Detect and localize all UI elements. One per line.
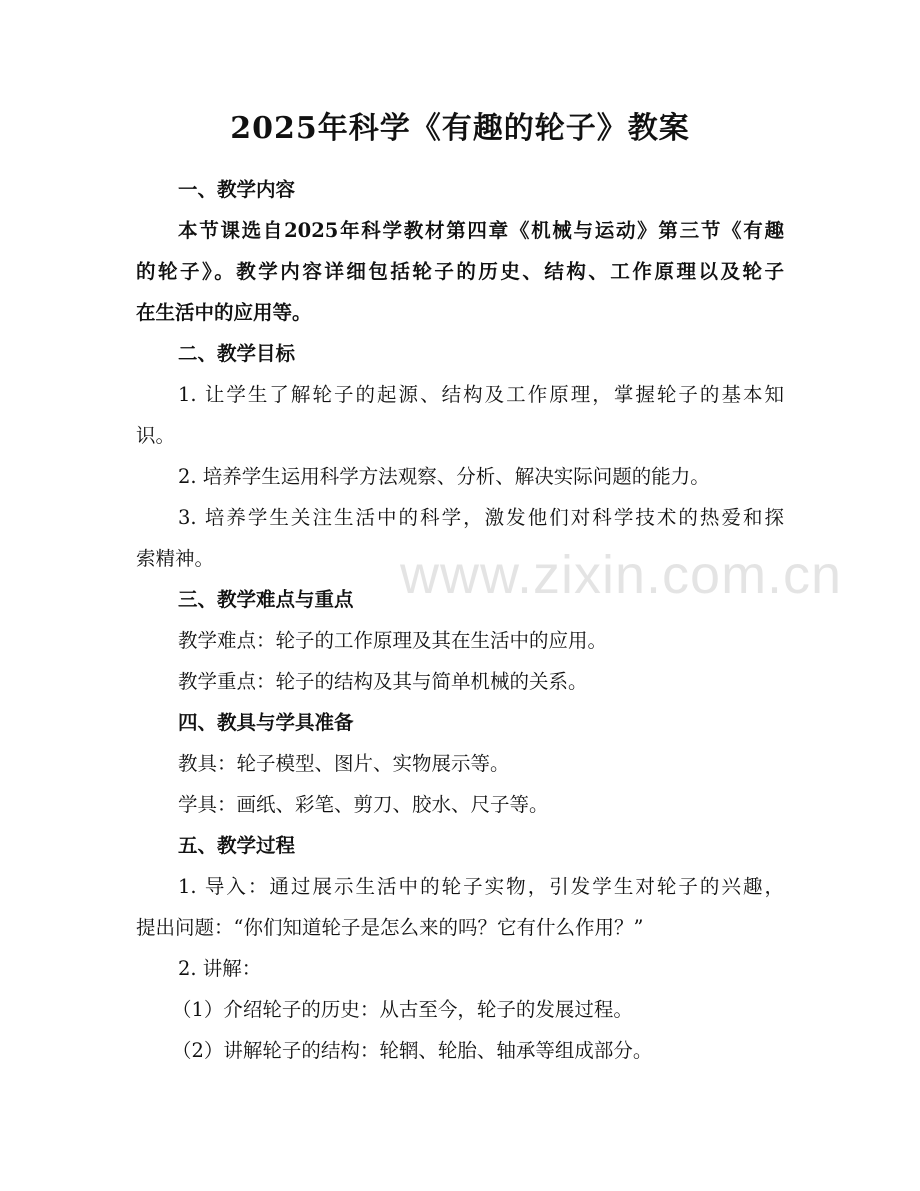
list-item: 3. 培养学生关注生活中的科学，激发他们对科学技术的热爱和探 [178, 506, 784, 529]
sub-list-item: （1）介绍轮子的历史：从古至今，轮子的发展过程。 [172, 998, 633, 1021]
section-heading-materials: 四、教具与学具准备 [178, 711, 354, 734]
list-item: 1. 导入：通过展示生活中的轮子实物，引发学生对轮子的兴趣， [178, 875, 784, 898]
section-heading-keypoints: 三、教学难点与重点 [178, 588, 354, 611]
section-heading-content: 一、教学内容 [178, 178, 296, 201]
section-heading-process: 五、教学过程 [178, 834, 296, 857]
paragraph-line: 教具：轮子模型、图片、实物展示等。 [178, 752, 510, 775]
list-item: 1. 让学生了解轮子的起源、结构及工作原理，掌握轮子的基本知 [178, 383, 784, 406]
paragraph-line: 本节课选自2025年科学教材第四章《机械与运动》第三节《有趣 [178, 219, 784, 242]
list-item: 2. 培养学生运用科学方法观察、分析、解决实际问题的能力。 [178, 465, 710, 488]
document-body [136, 169, 784, 1071]
paragraph-line: 学具：画纸、彩笔、剪刀、胶水、尺子等。 [178, 793, 549, 816]
document-title: 2025年科学《有趣的轮子》教案 [230, 111, 690, 146]
list-item-continuation: 识。 [136, 424, 176, 447]
paragraph-line: 教学难点：轮子的工作原理及其在生活中的应用。 [178, 629, 608, 652]
paragraph-line: 的轮子》。教学内容详细包括轮子的历史、结构、工作原理以及轮子 [136, 260, 784, 283]
watermark: www.zixin.com.cn [400, 545, 843, 605]
list-item-continuation: 索精神。 [136, 547, 215, 570]
paragraph-line: 教学重点：轮子的结构及其与简单机械的关系。 [178, 670, 588, 693]
list-item: 2. 讲解： [178, 957, 262, 980]
list-item-continuation: 提出问题：“你们知道轮子是怎么来的吗？它有什么作用？” [136, 916, 644, 939]
sub-list-item: （2）讲解轮子的结构：轮辋、轮胎、轴承等组成部分。 [172, 1039, 653, 1062]
paragraph-line: 在生活中的应用等。 [136, 301, 312, 324]
section-heading-goals: 二、教学目标 [178, 342, 296, 365]
